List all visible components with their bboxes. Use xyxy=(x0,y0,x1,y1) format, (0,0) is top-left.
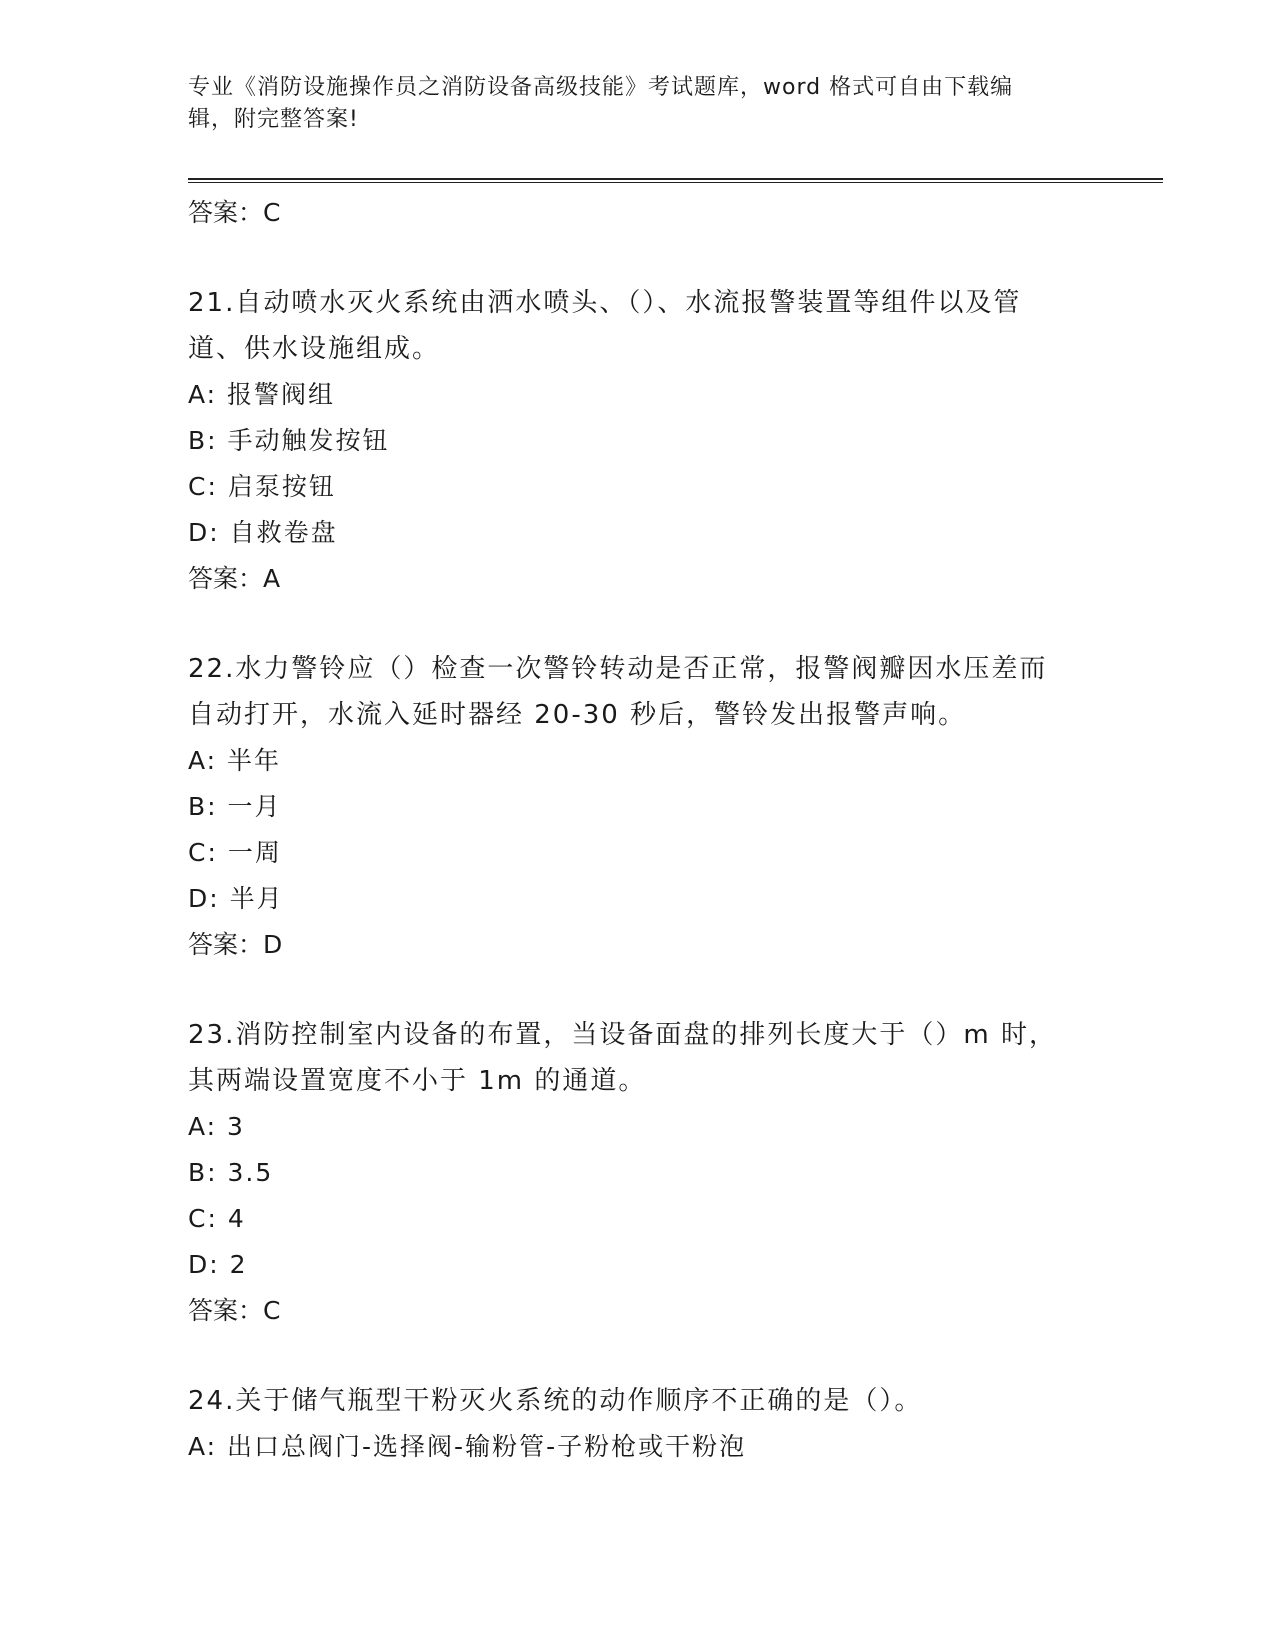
question-text-line: 其两端设置宽度不小于 1m 的通道。 xyxy=(188,1066,647,1096)
question-text xyxy=(188,1378,1088,1424)
option-b: B: 手动触发按钮 xyxy=(188,426,390,455)
question-text-line: 自动打开，水流入延时器经 20-30 秒后，警铃发出报警声响。 xyxy=(188,700,967,730)
option-a: A: 报警阀组 xyxy=(188,380,336,409)
option-d: D: 半月 xyxy=(188,884,284,913)
question-block xyxy=(188,1378,1088,1470)
option-b: B: 3.5 xyxy=(188,1158,274,1187)
header-line-1: 专业《消防设施操作员之消防设备高级技能》考试题库，word 格式可自由下载编 xyxy=(188,75,1014,100)
option-b: B: 一月 xyxy=(188,792,282,821)
question-block xyxy=(188,280,1088,602)
document-header xyxy=(188,72,1068,136)
option-d: D: 2 xyxy=(188,1250,248,1279)
option-d: D: 自救卷盘 xyxy=(188,518,338,547)
question-text xyxy=(188,280,1088,372)
question-text-line: 道、供水设施组成。 xyxy=(188,334,441,364)
question-list xyxy=(188,190,1088,1470)
question-text xyxy=(188,1012,1088,1104)
answer-line: 答案：D xyxy=(188,930,283,959)
option-c: C: 启泵按钮 xyxy=(188,472,336,501)
question-text-line: 22.水力警铃应（）检查一次警铃转动是否正常，报警阀瓣因水压差而 xyxy=(188,654,1048,684)
header-divider xyxy=(188,178,1163,183)
question-text-line: 21.自动喷水灭火系统由洒水喷头、（）、水流报警装置等组件以及管 xyxy=(188,288,1022,318)
question-text-line: 23.消防控制室内设备的布置，当设备面盘的排列长度大于（）m 时， xyxy=(188,1020,1057,1050)
option-c: C: 一周 xyxy=(188,838,282,867)
option-a: A: 3 xyxy=(188,1112,245,1141)
option-c: C: 4 xyxy=(188,1204,246,1233)
question-text-line: 24.关于储气瓶型干粉灭火系统的动作顺序不正确的是（）。 xyxy=(188,1386,923,1416)
question-text xyxy=(188,646,1088,738)
option-a: A: 半年 xyxy=(188,746,282,775)
answer-line: 答案：C xyxy=(188,198,281,227)
option-a: A: 出口总阀门-选择阀-输粉管-子粉枪或干粉泡 xyxy=(188,1432,747,1461)
header-line-2: 辑，附完整答案! xyxy=(188,107,359,132)
question-block xyxy=(188,1012,1088,1334)
question-block xyxy=(188,646,1088,968)
answer-line: 答案：A xyxy=(188,564,281,593)
answer-line: 答案：C xyxy=(188,1296,281,1325)
